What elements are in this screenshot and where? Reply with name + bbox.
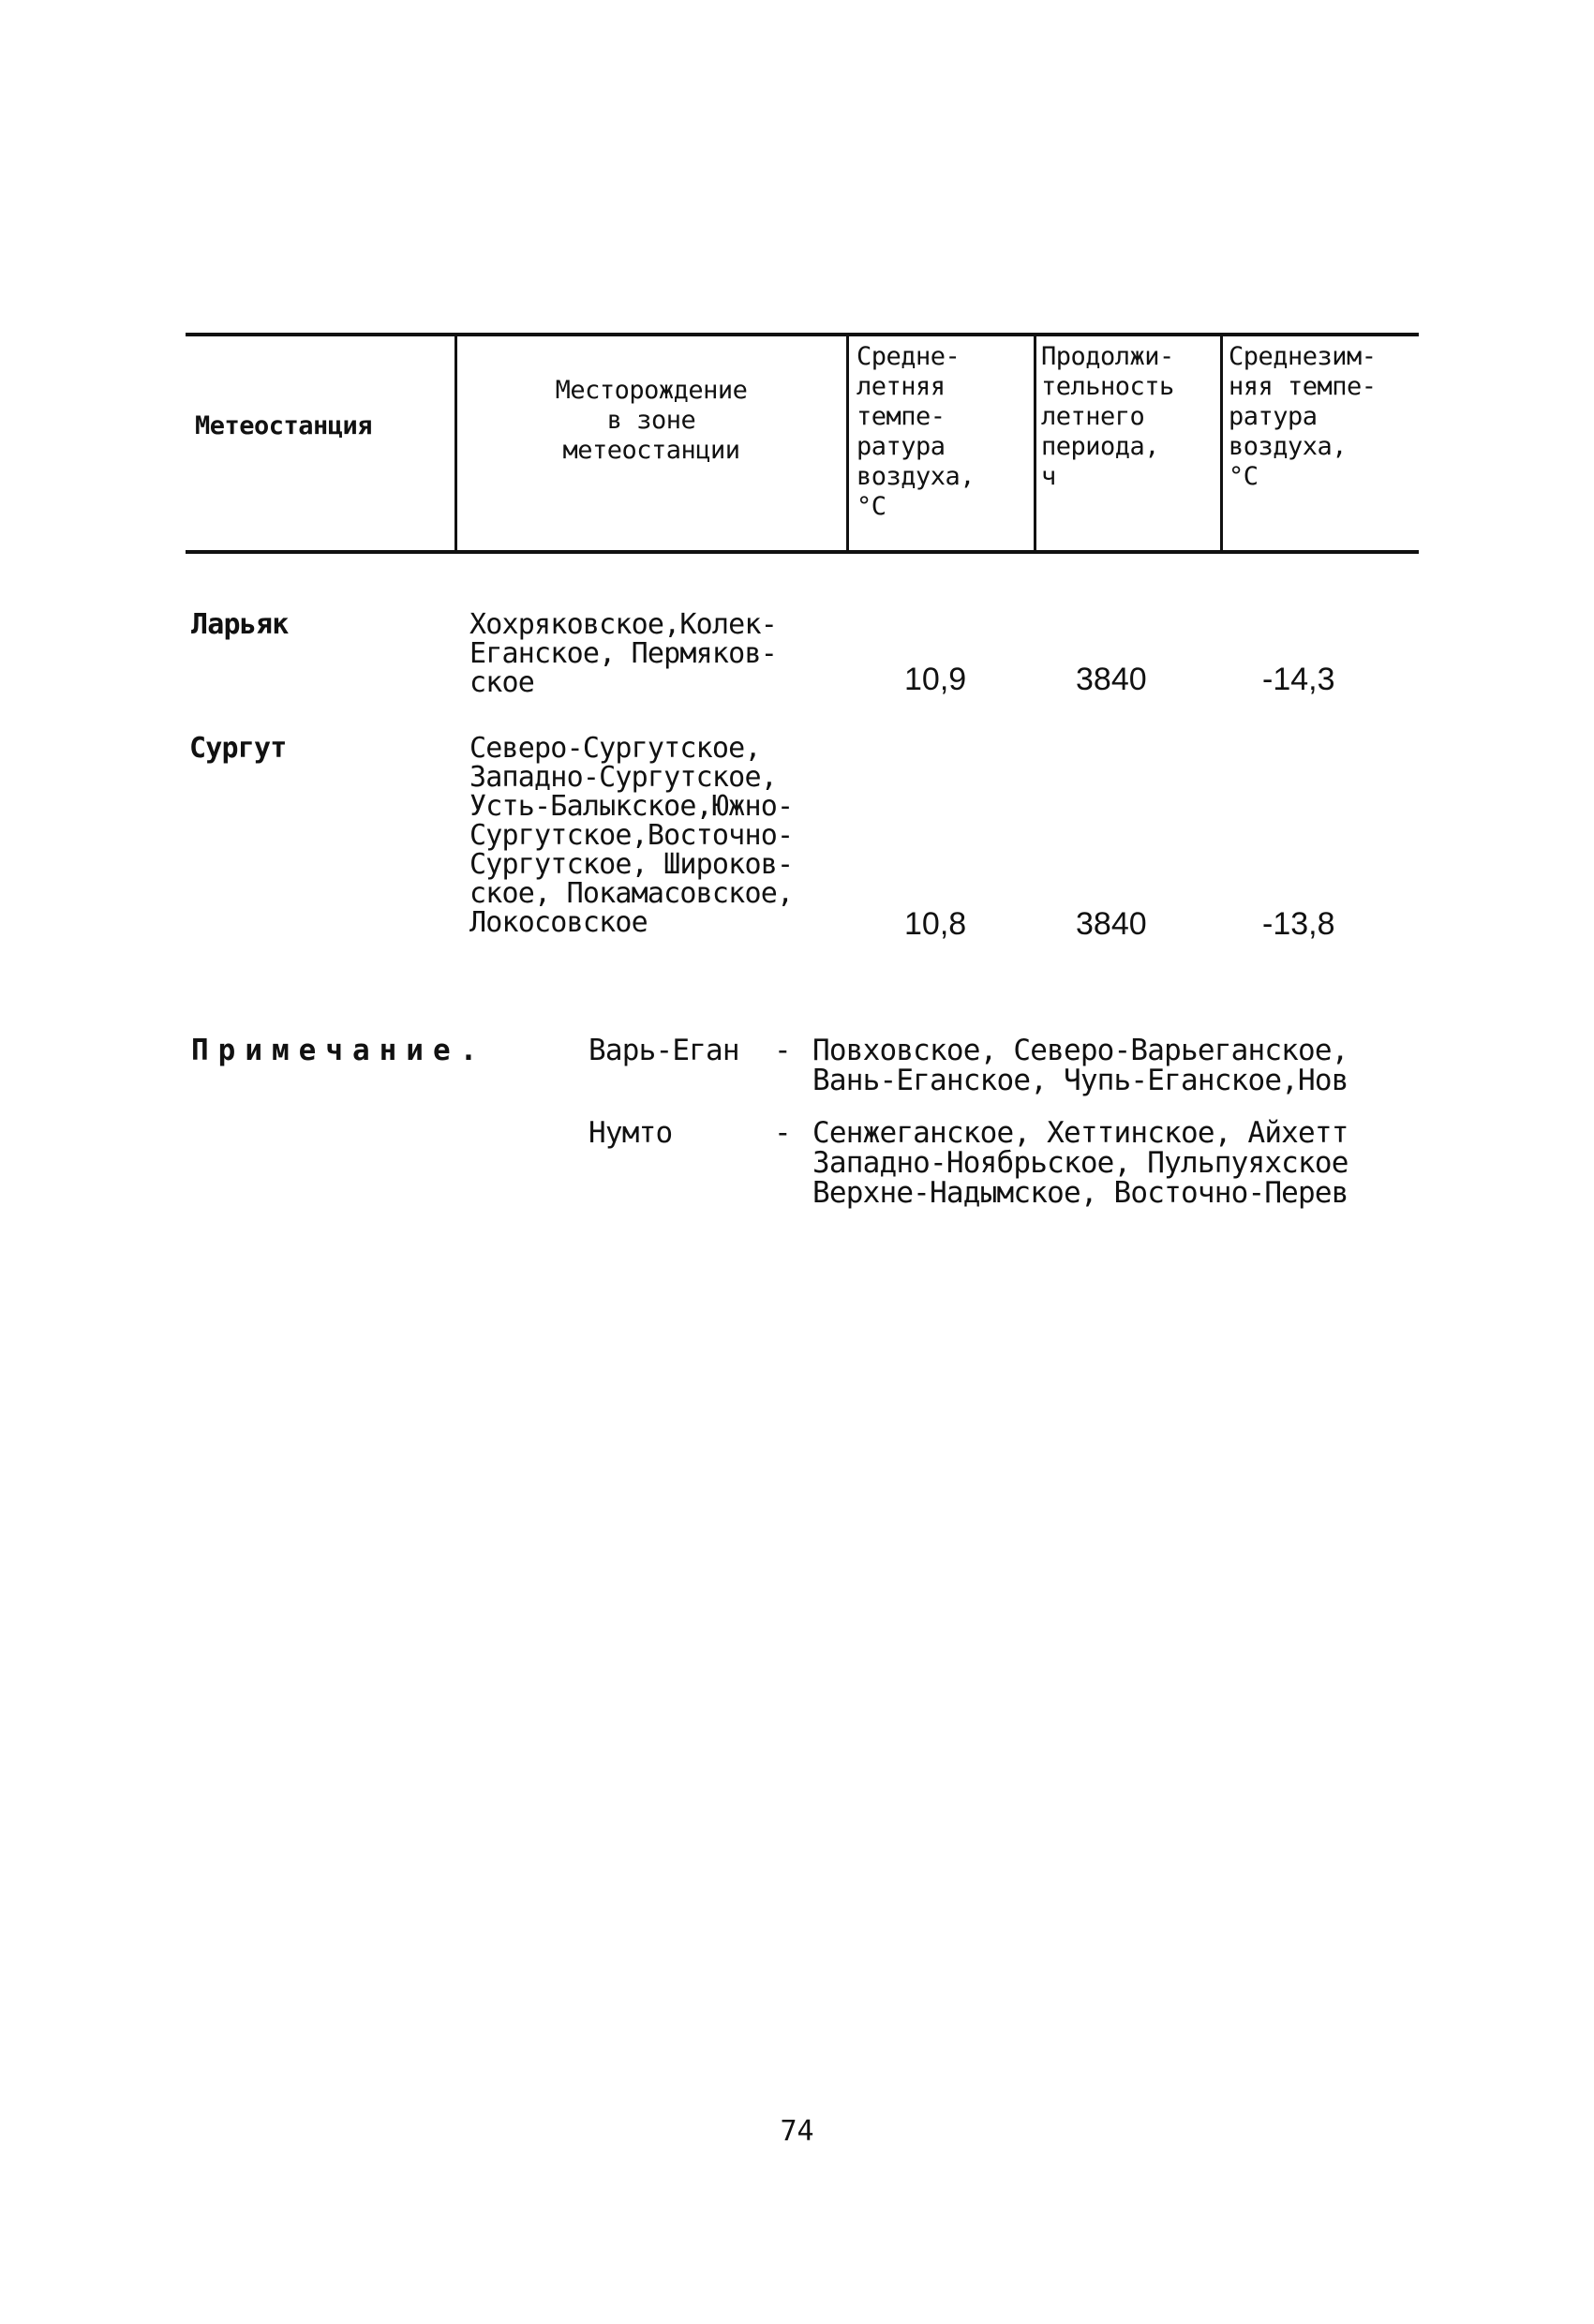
note-fields: Сенжеганское, Хеттинское, Айхетт Западно-Ноябрьское, Пульпуяхское Верхне-Надымское, Восточно-Перев [812, 1116, 1348, 1210]
header-winter-temp: Среднезим- няя темпе- ратура воздуха, °C [1229, 342, 1377, 491]
row-fields: Хохряковское,Колек- Еганское, Пермяков- ское [469, 608, 777, 699]
row-summer-temp: 10,8 [904, 906, 967, 942]
row-winter-temp: -13,8 [1262, 906, 1335, 942]
row-fields: Северо-Сургутское, Западно-Сургутское, Усть-Балыкское,Южно- Сургутское,Восточно- Сургутское, Широков- ское, Покамасовское, Локосовское [469, 732, 794, 939]
table-top-rule [186, 333, 1419, 336]
note-dash: - [774, 1116, 791, 1150]
row-summer-duration: 3840 [1076, 906, 1147, 942]
note-label: Примечание. [191, 1034, 487, 1067]
row-summer-temp: 10,9 [904, 662, 967, 697]
column-divider [454, 336, 457, 550]
page-number: 74 [780, 2115, 814, 2148]
note-station: Нумто [588, 1116, 673, 1150]
header-summer-duration: Продолжи- тельность летнего периода, ч [1041, 342, 1174, 491]
note-station: Варь-Еган [588, 1034, 739, 1067]
table-header-rule [186, 550, 1419, 554]
header-fields: Месторождение в зоне метеостанции [555, 376, 748, 465]
header-summer-temp: Средне- летняя темпе- ратура воздуха, °C [857, 342, 976, 521]
note-dash: - [774, 1034, 791, 1067]
row-station: Ларьяк [191, 608, 289, 641]
note-fields: Повховское, Северо-Варьеганское, Вань-Еганское, Чупь-Еганское,Нов [812, 1034, 1348, 1097]
row-station: Сургут [189, 732, 287, 765]
row-winter-temp: -14,3 [1262, 662, 1335, 697]
row-summer-duration: 3840 [1076, 662, 1147, 697]
column-divider [846, 336, 849, 550]
column-divider [1034, 336, 1036, 550]
column-divider [1220, 336, 1223, 550]
header-station: Метеостанция [195, 411, 373, 440]
